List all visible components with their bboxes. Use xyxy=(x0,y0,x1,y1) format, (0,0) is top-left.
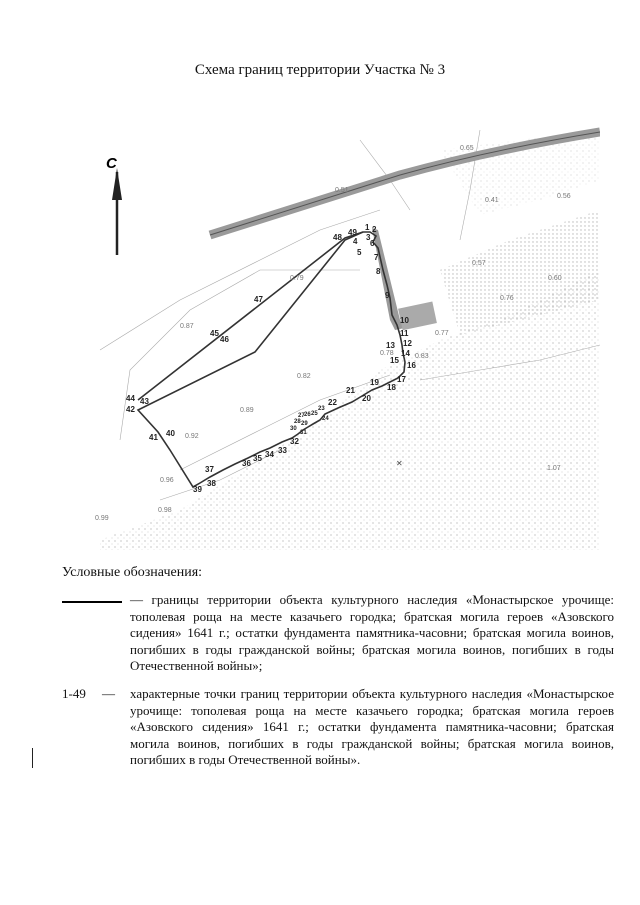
points-dash: — xyxy=(102,686,115,701)
legend-points-row xyxy=(62,686,614,769)
point-label: 30 xyxy=(290,426,297,432)
point-label: 36 xyxy=(242,459,251,468)
point-label: 22 xyxy=(328,398,337,407)
point-label: 3 xyxy=(366,233,371,242)
point-label: 39 xyxy=(193,485,202,494)
legend-boundary-text: — границы территории объекта культурного наследия «Монастырское урочище: тополевая роща на месте казачьего городка; братская могила героев «Азовского сидения» 1641 г.; остатки фундамента памятника-часовни; братская могила воинов, погибших в годы гражданской войны; братская могила воинов, погибших в годы Отечественной войны»; xyxy=(130,592,614,673)
grey-value: 0.98 xyxy=(158,507,172,514)
point-label: 2 xyxy=(372,225,377,234)
grey-value: 0.78 xyxy=(380,350,394,357)
grey-value: 0.65 xyxy=(460,145,474,152)
point-label: 31 xyxy=(300,430,307,436)
grey-value: 0.82 xyxy=(297,373,311,380)
margin-mark xyxy=(32,748,33,768)
boundary-map xyxy=(60,120,600,550)
grey-value: 0.60 xyxy=(548,275,562,282)
point-label: 38 xyxy=(207,479,216,488)
point-label: 32 xyxy=(290,437,299,446)
page-title: Схема границ территории Участка № 3 xyxy=(194,62,446,78)
point-label: 7 xyxy=(374,253,379,262)
grey-value: 0.92 xyxy=(185,433,199,440)
point-label: 28 xyxy=(294,419,301,425)
point-label: 23 xyxy=(318,406,325,412)
point-label: 18 xyxy=(387,383,396,392)
legend-boundary-row xyxy=(62,592,614,675)
point-label: 48 xyxy=(333,233,342,242)
legend-heading: Условные обозначения: xyxy=(62,565,203,580)
point-label: 49 xyxy=(348,228,357,237)
point-label: 21 xyxy=(346,386,355,395)
boundary-line-north xyxy=(138,232,363,400)
point-label: 10 xyxy=(400,316,409,325)
point-label: 17 xyxy=(397,375,406,384)
point-label: 24 xyxy=(322,416,329,422)
point-label: 43 xyxy=(140,397,149,406)
point-label: 9 xyxy=(385,291,390,300)
point-label: 15 xyxy=(390,356,399,365)
boundary-line-symbol xyxy=(62,592,122,603)
point-label: 13 xyxy=(386,341,395,350)
point-label: 25 xyxy=(311,411,318,417)
point-label: 44 xyxy=(126,394,135,403)
grey-value: 0.83 xyxy=(415,353,429,360)
grey-value: 0.99 xyxy=(95,515,109,522)
point-label: 37 xyxy=(205,465,214,474)
point-label: 35 xyxy=(253,454,262,463)
point-label: 26 xyxy=(304,412,311,418)
grey-value: 0.57 xyxy=(472,260,486,267)
point-label: 5 xyxy=(357,248,362,257)
grey-value: 0.77 xyxy=(435,330,449,337)
map-mark: ✕ xyxy=(396,459,403,468)
point-label: 40 xyxy=(166,429,175,438)
grey-value: 0.96 xyxy=(160,477,174,484)
grey-value: 0.76 xyxy=(500,295,514,302)
north-label: С xyxy=(106,155,117,172)
grey-value: 1.07 xyxy=(547,465,561,472)
grey-value: 0.41 xyxy=(485,197,499,204)
legend-points-text: характерные точки границ территории объекта культурного наследия «Монастырское урочище: тополевая роща на месте казачьего городка; братская могила героев «Азовского сидения» 1641 г.; остатки фундамента памятника-часовни; братская могила воинов, погибших в годы гражданской войны; братская могила воинов, погибших в годы Отечественной войны». xyxy=(130,686,614,767)
point-label: 33 xyxy=(278,446,287,455)
grey-value: 0.89 xyxy=(240,407,254,414)
point-label: 6 xyxy=(370,239,375,248)
point-label: 12 xyxy=(403,339,412,348)
grey-value: 0.56 xyxy=(557,193,571,200)
point-label: 41 xyxy=(149,433,158,442)
point-label: 8 xyxy=(376,267,381,276)
point-label: 16 xyxy=(407,361,416,370)
point-label: 47 xyxy=(254,295,263,304)
point-label: 46 xyxy=(220,335,229,344)
grey-value: 0.87 xyxy=(180,323,194,330)
point-label: 42 xyxy=(126,405,135,414)
point-label: 27 xyxy=(298,413,305,419)
point-label: 45 xyxy=(210,329,219,338)
point-label: 4 xyxy=(353,237,358,246)
points-range-symbol: 1-49 xyxy=(62,686,86,701)
grey-value: 0.51 xyxy=(335,187,349,194)
point-label: 1 xyxy=(365,223,370,232)
point-label: 34 xyxy=(265,450,274,459)
point-label: 20 xyxy=(362,394,371,403)
north-arrow-icon xyxy=(112,168,122,255)
point-label: 19 xyxy=(370,378,379,387)
point-label: 14 xyxy=(401,349,410,358)
grey-value: 0.79 xyxy=(290,275,304,282)
point-label: 11 xyxy=(400,329,409,338)
point-label: 29 xyxy=(301,421,308,427)
